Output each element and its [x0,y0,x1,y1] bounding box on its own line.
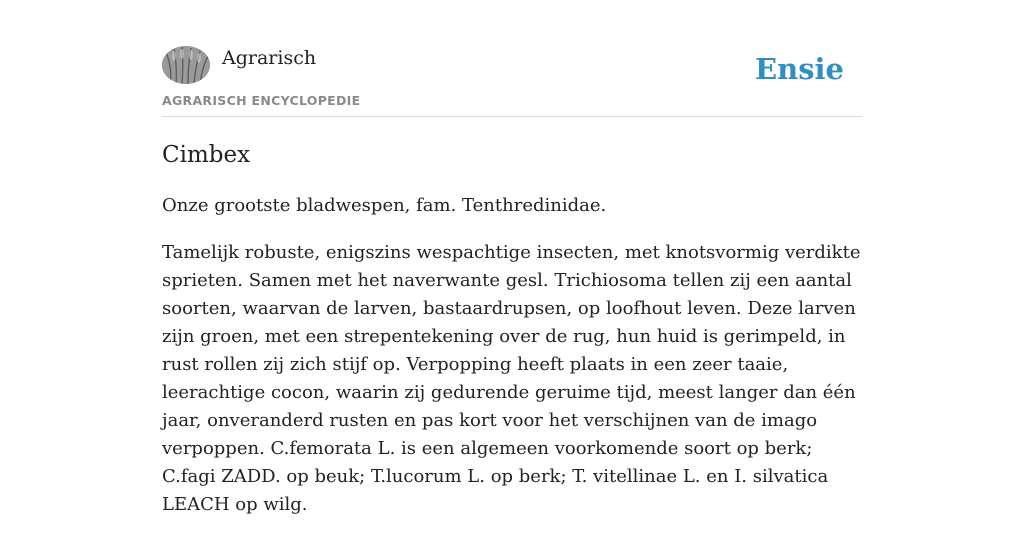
article-paragraph: Onze grootste bladwespen, fam. Tenthredinidae. [162,195,607,216]
wheat-logo-icon[interactable] [162,46,210,84]
source-name[interactable]: Agrarisch [222,47,317,69]
article-paragraph: Tamelijk robuste, enigszins wespachtige insecten, met knotsvormig verdikte sprieten. Samen met het naverwante gesl. Trichiosoma tellen zij een aantal soorten, waarvan de larven, bastaardrupsen, op loofhout leven. Deze larven zijn groen, met een strepentekening over de rug, hun huid is gerimpeld, in rust rollen zij zich stijf op. Verpopping heeft plaats in een zeer taaie, leerachtige cocon, waarin zij gedurende geruime tijd, meest langer dan één jaar, onveranderd rusten en pas kort voor het verschijnen van de imago verpoppen. C.femorata L. is een algemeen voorkomende soort op berk; C.fagi ZADD. op beuk; T.lucorum L. op berk; T. vitellinae L. en I. silvatica LEACH op wilg. [162,242,861,515]
brand-logo[interactable]: Ensie [755,52,844,86]
article-title: Cimbex [162,142,251,168]
header [162,0,862,117]
page-container [162,0,862,515]
source-subtitle[interactable]: AGRARISCH ENCYCLOPEDIE [162,93,361,108]
article-body [162,192,862,538]
